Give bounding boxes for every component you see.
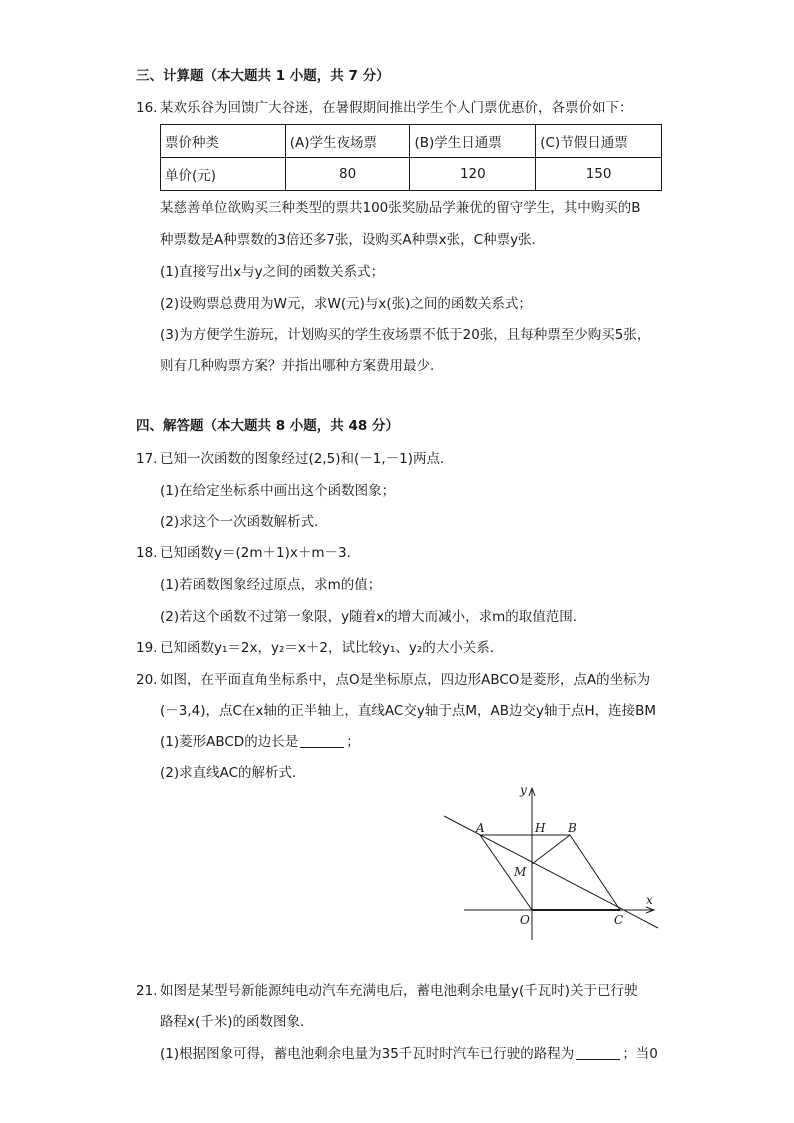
label-c: C [614, 913, 624, 927]
q20-sub-1-end: ； [346, 734, 360, 750]
q17-sub-1: (1)在给定坐标系中画出这个函数图象； [160, 483, 396, 499]
table-cell: 单价(元) [161, 158, 286, 191]
q16-sub-1: (1)直接写出x与y之间的函数关系式； [160, 264, 385, 280]
question-stem: 如图，在平面直角坐标系中，点O是坐标原点，四边形ABCO是菱形，点A的坐标为 [160, 672, 651, 688]
q21-line-2: 路程x(千米)的函数图象． [160, 1014, 314, 1030]
q21-sub-1 [160, 1044, 658, 1064]
section-3-heading: 三、计算题（本大题共 1 小题，共 7 分） [136, 68, 390, 84]
q20-sub-1-text: (1)菱形ABCD的边长是 [160, 734, 299, 750]
q20-sub-1 [160, 732, 360, 752]
question-stem: 如图是某型号新能源纯电动汽车充满电后，蓄电池剩余电量y(千瓦时)关于已行驶 [160, 983, 638, 999]
table-cell: (B)学生日通票 [410, 125, 536, 158]
question-stem: 已知函数y＝(2m＋1)x＋m－3． [160, 545, 361, 561]
question-16 [136, 98, 633, 118]
table-row [161, 158, 662, 191]
table-cell: 120 [410, 158, 536, 191]
question-number: 19. [136, 640, 158, 656]
section-4-heading: 四、解答题（本大题共 8 小题，共 48 分） [136, 418, 399, 434]
label-m: M [514, 865, 527, 879]
q20-line-2: (－3,4)，点C在x轴的正半轴上，直线AC交y轴于点M，AB边交y轴于点H，连接BM [160, 703, 657, 719]
table-cell: 80 [285, 158, 410, 191]
question-number: 16. [136, 100, 158, 116]
rhombus-coordinate-figure [440, 780, 670, 950]
ticket-price-table [160, 124, 662, 191]
table-cell: (C)节假日通票 [536, 125, 662, 158]
q16-line-1: 某慈善单位欲购买三种类型的票共100张奖励品学兼优的留守学生，其中购买的B [160, 200, 641, 216]
question-number: 18. [136, 545, 158, 561]
table-cell: (A)学生夜场票 [285, 125, 410, 158]
question-17 [136, 449, 454, 469]
question-18 [136, 543, 360, 563]
question-stem: 某欢乐谷为回馈广大谷迷，在暑假期间推出学生个人门票优惠价，各票价如下： [160, 100, 633, 116]
label-o: O [520, 913, 530, 927]
question-number: 20. [136, 672, 158, 688]
question-stem: 已知函数y₁＝2x，y₂＝x＋2，试比较y₁、y₂的大小关系． [160, 640, 504, 656]
question-20 [136, 670, 650, 690]
q21-sub-1-end: ；当0 [622, 1046, 658, 1062]
table-cell: 150 [536, 158, 662, 191]
q21-sub-1-text: (1)根据图象可得，蓄电池剩余电量为35千瓦时时汽车已行驶的路程为 [160, 1046, 575, 1062]
question-number: 21. [136, 983, 158, 999]
q17-sub-2: (2)求这个一次函数解析式． [160, 514, 328, 530]
label-a: A [476, 821, 485, 835]
q16-sub-2: (2)设购票总费用为W元，求W(元)与x(张)之间的函数关系式； [160, 296, 532, 312]
table-header-row [161, 125, 662, 158]
answer-blank[interactable] [300, 733, 344, 748]
q16-sub-3b: 则有几种购票方案？并指出哪种方案费用最少． [160, 358, 444, 374]
segment-bm [532, 835, 570, 864]
question-number: 17. [136, 451, 158, 467]
label-b: B [568, 821, 577, 835]
label-h: H [535, 821, 546, 835]
table-cell: 票价种类 [161, 125, 286, 158]
q16-sub-3a: (3)为方便学生游玩，计划购买的学生夜场票不低于20张，且每种票至少购买5张， [160, 327, 651, 343]
question-21 [136, 981, 638, 1001]
q16-line-2: 种票数是A种票数的3倍还多7张，设购买A种票x张，C种票y张． [160, 232, 546, 248]
label-y: y [520, 783, 527, 797]
label-x: x [646, 893, 653, 907]
q18-sub-2: (2)若这个函数不过第一象限，y随着x的增大而减小，求m的取值范围． [160, 609, 587, 625]
q20-sub-2: (2)求直线AC的解析式． [160, 765, 306, 781]
answer-blank[interactable] [576, 1045, 620, 1060]
segment-bc [570, 835, 620, 910]
question-stem: 已知一次函数的图象经过(2,5)和(－1,－1)两点． [160, 451, 454, 467]
q18-sub-1: (1)若函数图象经过原点，求m的值； [160, 577, 382, 593]
question-19 [136, 638, 503, 658]
